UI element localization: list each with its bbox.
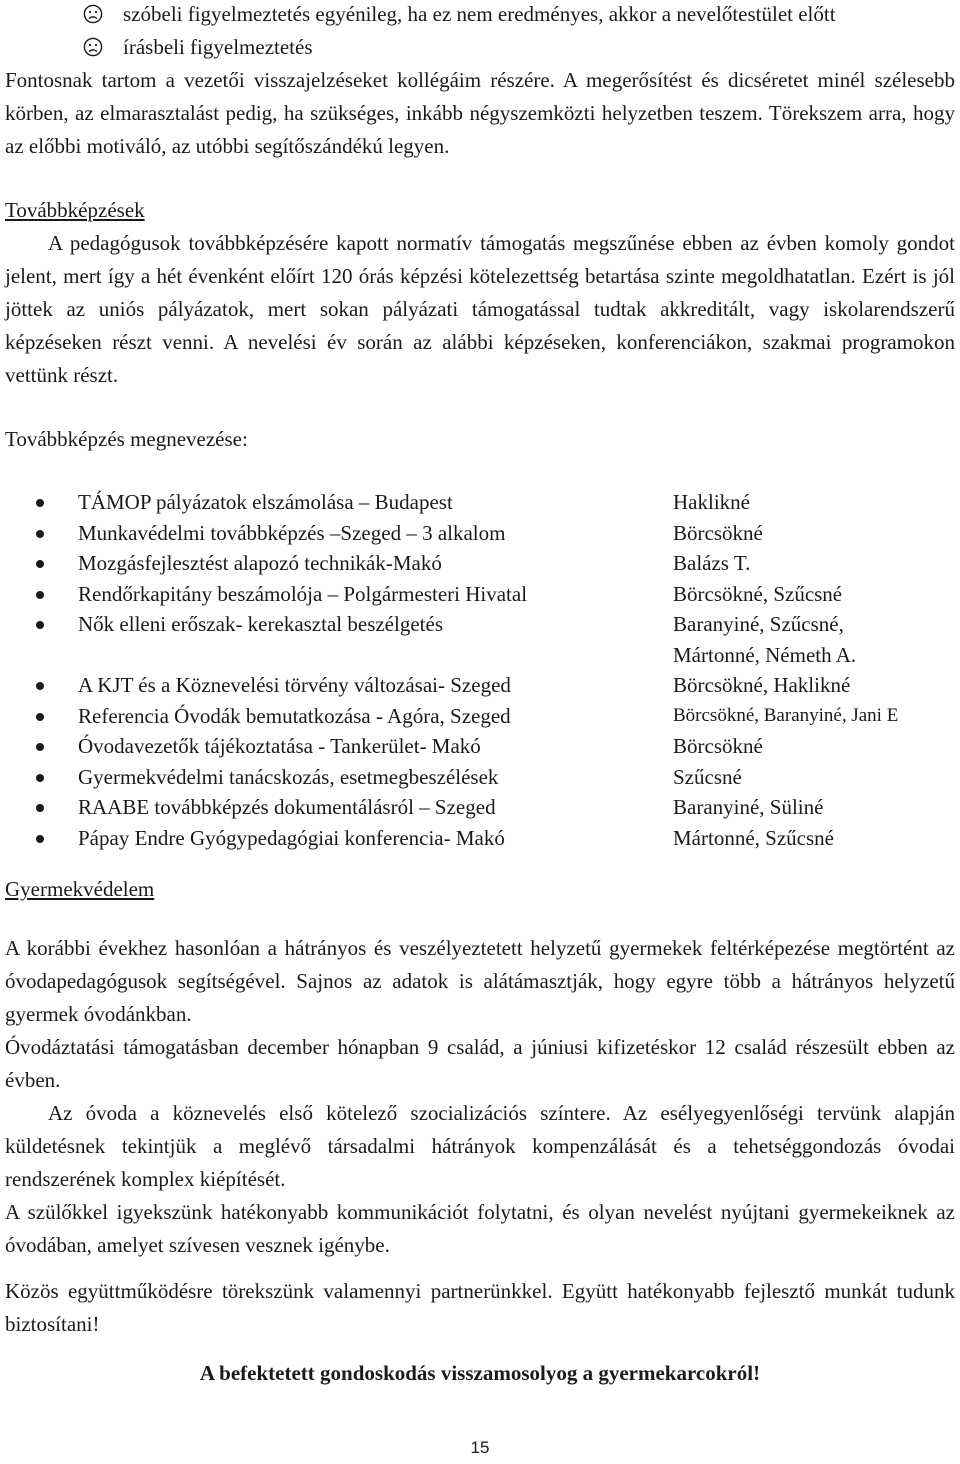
parents-paragraph: A szülőkkel igyekszünk hatékonyabb kommunikációt folytatni, és olyan nevelést nyújtani gyermekeiknek az óvodában, amelyet szívesen vesznek igénybe. <box>5 1200 955 1257</box>
bullet-icon <box>36 713 44 721</box>
course-item <box>5 701 955 732</box>
training-paragraph: A pedagógusok továbbképzésére kapott normatív támogatás megszűnése ebben az évben komoly gondot jelent, mert így a hét évenként előírt 120 órás képzési kötelezettség betartása szinte megoldhatatlan. Ezért is jól jöttek az uniós pályázatok, mert sokan pályázati támogatással tudtak akkreditált, vagy iskolarendszerű képzéseken részt venni. A nevelési év során az alábbi képzéseken, konferenciákon, szakmai programokon vettünk részt. <box>5 231 955 387</box>
equal-opportunity-paragraph: Az óvoda a köznevelés első kötelező szocializációs színtere. Az esélyegyenlőségi tervünk alapján küldetésnek tekintjük a meglévő társadalmi hátrányok kompenzálását és a tehetséggondozás óvodai rendszerének komplex kiépítését. <box>5 1101 955 1191</box>
document-page <box>5 0 955 1390</box>
course-participants: Haklikné <box>673 490 750 514</box>
course-name: TÁMOP pályázatok elszámolása – Budapest <box>78 490 453 514</box>
course-name: Nők elleni erőszak- kerekasztal beszélgetés <box>78 612 443 636</box>
child-protection-paragraph: A korábbi évekhez hasonlóan a hátrányos és veszélyeztetett helyzetű gyermekek feltérképezése megtörtént az óvodapedagógusok segítségével. Sajnos az adatok is alátámasztják, hogy egyre több a hátrányos helyzetű gyermek óvodánkban. <box>5 936 955 1026</box>
closing-motto: A befektetett gondoskodás visszamosolyog a gyermekarcokról! <box>199 1361 761 1385</box>
course-participants: Börcsökné, Haklikné <box>673 673 851 697</box>
cooperation-paragraph: Közös együttműködésre törekszünk valamennyi partnerünkkel. Együtt hatékonyabb fejlesztő munkát tudunk biztosítani! <box>5 1279 955 1336</box>
course-item <box>5 548 955 579</box>
course-participants: Börcsökné, Szűcsné <box>673 581 843 606</box>
bullet-icon <box>36 835 44 843</box>
course-name: Mozgásfejlesztést alapozó technikák-Makó <box>78 551 442 575</box>
bullet-icon <box>36 804 44 812</box>
bullet-icon <box>36 530 44 538</box>
warning-item <box>5 0 955 31</box>
course-name: Pápay Endre Gyógypedagógiai konferencia- Makó <box>78 825 505 850</box>
course-participants: Baranyiné, Szűcsné, Mártonné, Németh A. <box>673 612 857 667</box>
course-name: RAABE továbbképzés dokumentálásról – Szeged <box>78 795 496 819</box>
course-name: Rendőrkapitány beszámolója – Polgármesteri Hivatal <box>78 581 528 606</box>
course-participants: Mártonné, Szűcsné <box>673 825 834 850</box>
course-participants: Szűcsné <box>673 764 742 789</box>
course-item <box>5 731 955 762</box>
course-participants: Börcsökné <box>673 734 763 758</box>
course-name: Gyermekvédelmi tanácskozás, esetmegbeszélések <box>78 764 499 789</box>
course-item <box>5 518 955 549</box>
warning-text: írásbeli figyelmeztetés <box>123 35 313 59</box>
bullet-icon <box>36 682 44 690</box>
child-protection-heading: Gyermekvédelem <box>5 877 155 901</box>
course-item <box>5 579 955 610</box>
course-item <box>5 762 955 793</box>
course-item <box>5 487 955 518</box>
warning-item <box>5 31 955 64</box>
course-participants: Börcsökné, Baranyiné, Jani E <box>673 704 899 726</box>
support-paragraph: Óvodáztatási támogatásban december hónapban 9 család, a júniusi kifizetéskor 12 család részesült ebben az évben. <box>5 1035 955 1092</box>
bullet-icon <box>36 743 44 751</box>
course-item <box>5 823 955 854</box>
warning-text: szóbeli figyelmeztetés egyénileg, ha ez nem eredményes, akkor a nevelőtestület előtt <box>123 2 836 26</box>
feedback-paragraph: Fontosnak tartom a vezetői visszajelzéseket kollégáim részére. A megerősítést és dicséretet minél szélesebb körben, az elmarasztalást pedig, ha szükséges, inkább négyszemközti helyzetben teszem. Törekszem arra, hogy az előbbi motiváló, az utóbbi segítőszándékú legyen. <box>5 68 955 158</box>
bullet-icon <box>36 499 44 507</box>
course-name: Referencia Óvodák bemutatkozása - Agóra, Szeged <box>78 703 511 728</box>
frown-face-icon <box>83 4 103 24</box>
bullet-icon <box>36 591 44 599</box>
course-list-label: Továbbképzés megnevezése: <box>5 427 248 451</box>
course-item <box>5 609 955 670</box>
course-participants: Baranyiné, Süliné <box>673 795 824 819</box>
bullet-icon <box>36 774 44 782</box>
bullet-icon <box>36 560 44 568</box>
course-name: Munkavédelmi továbbképzés –Szeged – 3 alkalom <box>78 520 506 545</box>
course-participants: Balázs T. <box>673 551 751 575</box>
course-participants: Börcsökné <box>673 520 763 545</box>
frown-face-icon <box>83 37 103 57</box>
course-item <box>5 792 955 823</box>
bullet-icon <box>36 621 44 629</box>
course-list <box>5 487 955 853</box>
course-name: Óvodavezetők tájékoztatása - Tankerület- Makó <box>78 734 481 758</box>
course-item <box>5 670 955 701</box>
course-name: A KJT és a Köznevelési törvény változásai- Szeged <box>78 673 511 697</box>
page-number: 15 <box>470 1438 490 1457</box>
training-heading: Továbbképzések <box>5 198 145 222</box>
